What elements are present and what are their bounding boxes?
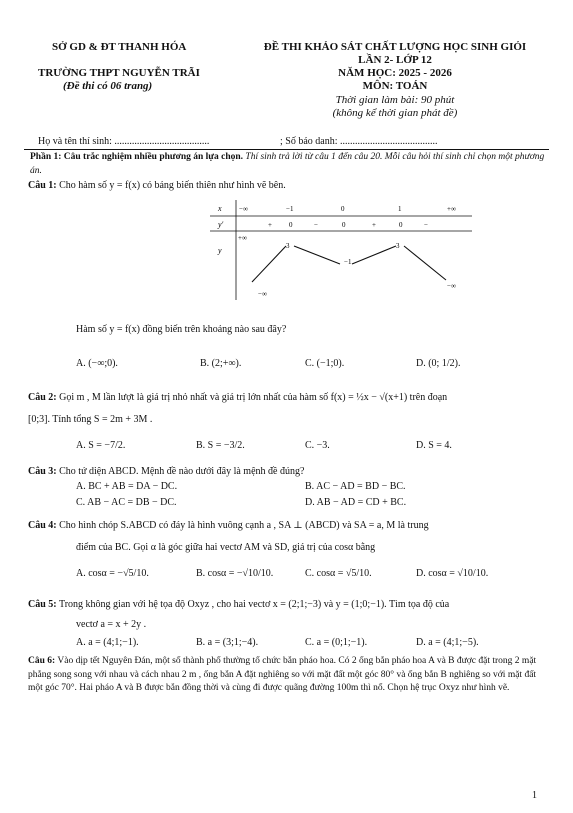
question-5-text-2: vectơ a = x + 2y . xyxy=(76,619,147,630)
answer-d[interactable]: D. cosα = √10/10. xyxy=(416,568,489,579)
question-6-label: Câu 6: xyxy=(28,656,56,666)
question-4-text-2: điểm của BC. Gọi α là góc giữa hai vectơ AM và SD, giá trị của cosα bằng xyxy=(76,542,376,553)
question-2-text-2: [0;3]. Tính tổng S = 2m + 3M . xyxy=(28,414,153,425)
question-5-label: Câu 5: xyxy=(28,599,57,610)
exam-duration: Thời gian làm bài: 90 phút xyxy=(335,94,455,106)
answer-a[interactable]: A. a = (4;1;−1). xyxy=(76,637,139,648)
question-3-text: Cho tứ diện ABCD. Mệnh đề nào dưới đây là mệnh đề đúng? xyxy=(59,466,305,477)
answer-d[interactable]: D. (0; 1/2). xyxy=(416,358,461,369)
x-value: 1 xyxy=(398,205,402,213)
yprime-sign: − xyxy=(424,221,428,229)
y-value: 3 xyxy=(396,242,400,250)
question-1-prompt: Hàm số y = f(x) đồng biến trên khoảng nào sau đây? xyxy=(76,324,287,335)
question-2 xyxy=(28,392,447,403)
question-5-text: Trong không gian với hệ tọa độ Oxyz , cho hai vectơ x = (2;1;−3) và y = (1;0;−1). Tìm tọa độ của xyxy=(58,599,450,610)
y-value: +∞ xyxy=(238,234,247,242)
answer-d[interactable]: D. a = (4;1;−5). xyxy=(416,637,479,648)
part1-instruction: Thí sinh trả lời từ câu 1 đến câu 20. Mỗi câu hỏi thí sinh chỉ chọn một phương án. xyxy=(30,152,545,176)
question-2-text: Gọi m , M lần lượt là giá trị nhỏ nhất và giá trị lớn nhất của hàm số f(x) = ½x − √(x+1) trên đoạn xyxy=(59,392,448,403)
part1-title: Phần 1: Câu trắc nghiệm nhiều phương án lựa chọn. xyxy=(30,152,244,162)
question-4 xyxy=(28,520,429,531)
yprime-sign: 0 xyxy=(289,221,293,229)
header-page-count: (Đề thi có 06 trang) xyxy=(63,80,153,92)
row-x-label: x xyxy=(218,204,222,213)
part1-heading xyxy=(30,151,545,178)
answer-a[interactable]: A. BC + AB = DA − DC. xyxy=(76,481,178,492)
answer-c[interactable]: C. cosα = √5/10. xyxy=(305,568,372,579)
decreasing-arrow xyxy=(404,246,446,280)
page-number: 1 xyxy=(532,790,537,801)
answer-c[interactable]: C. AB − AC = DB − DC. xyxy=(76,497,177,508)
yprime-sign: + xyxy=(268,221,272,229)
question-4-text: Cho hình chóp S.ABCD có đáy là hình vuông cạnh a , SA ⊥ (ABCD) và SA = a, M là trung xyxy=(59,520,429,531)
yprime-sign: 0 xyxy=(342,221,346,229)
question-1-text: Cho hàm số y = f(x) có bảng biến thiên như hình vẽ bên. xyxy=(59,180,286,191)
answer-b[interactable]: B. AC − AD = BD − BC. xyxy=(305,481,406,492)
duration-note: (không kể thời gian phát đề) xyxy=(332,107,458,119)
header-department: SỞ GD & ĐT THANH HÓA xyxy=(52,41,187,53)
exam-title: ĐỀ THI KHẢO SÁT CHẤT LƯỢNG HỌC SINH GIỎI xyxy=(263,41,527,53)
exam-round: LẦN 2- LỚP 12 xyxy=(358,54,432,66)
header-school: TRƯỜNG THPT NGUYỄN TRÃI xyxy=(38,67,200,79)
decreasing-arrow xyxy=(294,246,340,264)
row-yprime-label: y′ xyxy=(218,220,224,229)
question-1 xyxy=(28,180,286,191)
question-1-label: Câu 1: xyxy=(28,180,57,191)
x-value: −1 xyxy=(286,205,294,213)
question-3-label: Câu 3: xyxy=(28,466,57,477)
header-divider xyxy=(24,149,549,150)
y-value: −∞ xyxy=(447,282,456,290)
school-year: NĂM HỌC: 2025 - 2026 xyxy=(338,67,452,79)
x-value: 0 xyxy=(341,205,345,213)
candidate-name-field: Họ và tên thí sinh: ...................................... xyxy=(38,136,210,147)
answer-b[interactable]: B. cosα = −√10/10. xyxy=(196,568,274,579)
answer-d[interactable]: D. AB − AD = CD + BC. xyxy=(305,497,407,508)
y-value: −∞ xyxy=(258,290,267,298)
answer-b[interactable]: B. (2;+∞). xyxy=(200,358,242,369)
increasing-arrow xyxy=(352,246,396,264)
question-3 xyxy=(28,466,304,477)
x-value: −∞ xyxy=(239,205,248,213)
answer-a[interactable]: A. cosα = −√5/10. xyxy=(76,568,149,579)
answer-d[interactable]: D. S = 4. xyxy=(416,440,452,451)
question-6-text: Vào dịp tết Nguyên Đán, một số thành phố thường tổ chức bắn pháo hoa. Có 2 ống bắn pháo hoa A và B được đặt trong 2 mặt phẳng song song với nhau và cách nhau 2 m , ống bắn A đặt nghiêng so với mặt đất một góc 80° và ống bắn B nghiêng so với mặt đất một góc 70°. Hai pháo A và B được bắn đồng thời và cùng đi được quãng đường 100m thì nổ. Chọn hệ trục Oxyz như hình vẽ. xyxy=(28,656,537,693)
subject: MÔN: TOÁN xyxy=(362,80,428,92)
y-value: 3 xyxy=(286,242,290,250)
yprime-sign: + xyxy=(372,221,376,229)
answer-b[interactable]: B. S = −3/2. xyxy=(196,440,245,451)
question-2-label: Câu 2: xyxy=(28,392,57,403)
answer-c[interactable]: C. a = (0;1;−1). xyxy=(305,637,368,648)
question-5 xyxy=(28,599,449,610)
answer-c[interactable]: C. −3. xyxy=(305,440,330,451)
variation-table xyxy=(210,200,472,300)
answer-a[interactable]: A. S = −7/2. xyxy=(76,440,126,451)
answer-a[interactable]: A. (−∞;0). xyxy=(76,358,118,369)
increasing-arrow xyxy=(252,246,286,282)
row-y-label: y xyxy=(218,246,222,255)
candidate-number-field: ; Số báo danh: ....................................... xyxy=(280,136,438,147)
question-4-label: Câu 4: xyxy=(28,520,57,531)
answer-c[interactable]: C. (−1;0). xyxy=(305,358,345,369)
x-value: +∞ xyxy=(447,205,456,213)
yprime-sign: − xyxy=(314,221,318,229)
answer-b[interactable]: B. a = (3;1;−4). xyxy=(196,637,259,648)
question-6 xyxy=(28,655,544,696)
yprime-sign: 0 xyxy=(399,221,403,229)
y-value: −1 xyxy=(344,258,352,266)
